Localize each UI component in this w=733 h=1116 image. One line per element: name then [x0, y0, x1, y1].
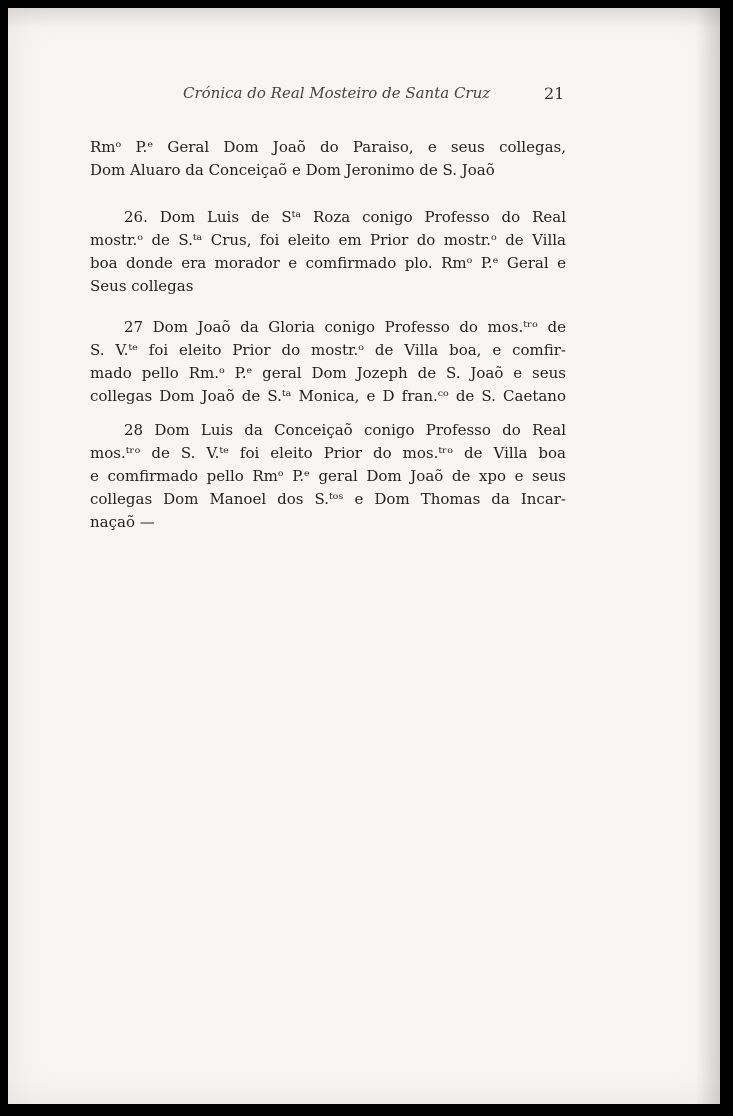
text-line: collegas Dom Joaõ de S.ᵗᵃ Monica, e D fran.ᶜᵒ de S. Caetano [90, 387, 566, 405]
text-line: 26. Dom Luis de Sᵗᵃ Roza conigo Professo do Real [124, 208, 566, 226]
text-line: Dom Aluaro da Conceiçaõ e Dom Jeronimo de S. Joaõ [90, 161, 495, 179]
text-line: mos.ᵗʳᵒ de S. V.ᵗᵉ foi eleito Prior do mos.ᵗʳᵒ de Villa boa [90, 444, 566, 462]
text-line: naçaõ — [90, 513, 155, 531]
paragraph-entry-28 [90, 419, 566, 534]
text-line: Rmᵒ P.ᵉ Geral Dom Joaõ do Paraiso, e seus collegas, [90, 138, 566, 156]
text-line: 27 Dom Joaõ da Gloria conigo Professo do mos.ᵗʳᵒ de [124, 318, 566, 336]
text-line: boa donde era morador e comfirmado plo. Rmᵒ P.ᵉ Geral e [90, 254, 566, 272]
page-top-shadow [8, 8, 720, 28]
paragraph-entry-26 [90, 206, 566, 298]
text-line: collegas Dom Manoel dos S.ᵗᵒˢ e Dom Thomas da Incar- [90, 490, 566, 508]
text-line: mado pello Rm.ᵒ P.ᵉ geral Dom Jozeph de S. Joaõ e seus [90, 364, 566, 382]
text-line: e comfirmado pello Rmᵒ P.ᵉ geral Dom Joaõ de xpo e seus [90, 467, 566, 485]
paragraph-continuation [90, 136, 566, 182]
text-line: 28 Dom Luis da Conceiçaõ conigo Professo do Real [124, 421, 566, 439]
paragraph-entry-27 [90, 316, 566, 408]
running-head [98, 84, 560, 108]
text-line: S. V.ᵗᵉ foi eleito Prior do mostr.ᵒ de Villa boa, e comfir- [90, 341, 566, 359]
page-right-shadow [696, 8, 720, 1104]
running-head-title: Crónica do Real Mosteiro de Santa Cruz [183, 84, 491, 102]
text-line: Seus collegas [90, 277, 194, 295]
book-page [8, 8, 720, 1104]
text-line: mostr.ᵒ de S.ᵗᵃ Crus, foi eleito em Prior do mostr.ᵒ de Villa [90, 231, 566, 249]
page-number: 21 [544, 84, 565, 103]
